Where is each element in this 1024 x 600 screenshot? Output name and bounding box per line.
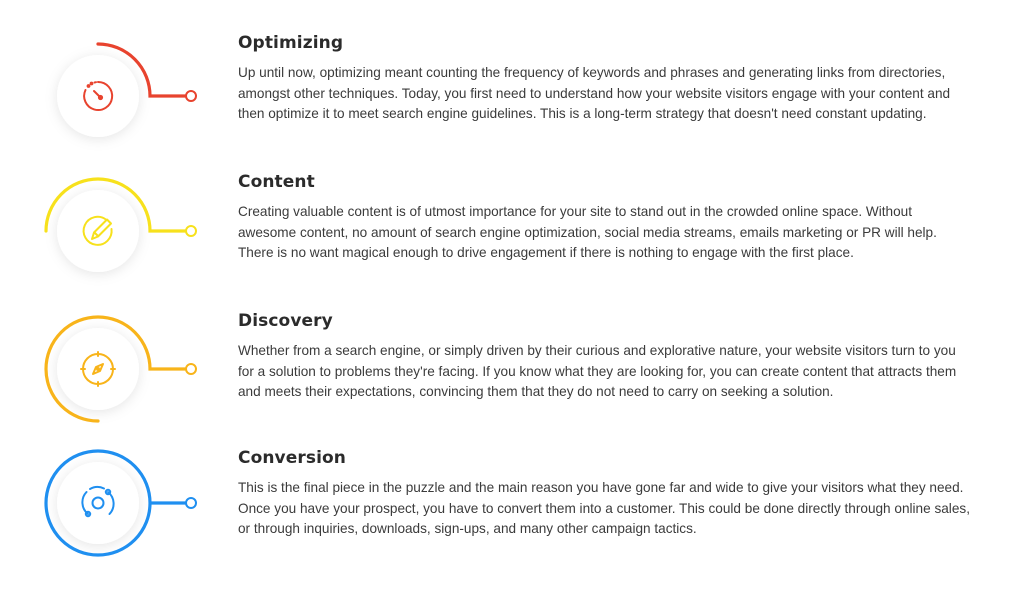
content-icon-disc [57,190,139,272]
section-title: Discovery [238,311,333,331]
conversion-icon-disc [57,462,139,544]
section-title: Conversion [238,448,346,468]
content-connector-dot [186,226,196,236]
conversion-connector-dot [186,498,196,508]
conversion-graphic [30,437,210,577]
discovery-graphic [30,303,210,443]
content-graphic [30,165,210,305]
section-title: Optimizing [238,33,344,53]
section-title: Content [238,172,315,192]
optimizing-graphic [30,30,210,170]
section-description: Whether from a search engine, or simply driven by their curious and explorative nature, your website visitors turn to you for a solution to problems they're facing. If you know what they are looking for, you can create content that attracts them and meets their expectations, convincing them that they do not need to carry on seeking a solution. [238,343,957,399]
section-description: This is the final piece in the puzzle and the main reason you have gone far and wide to give your visitors what they need. Once you have your prospect, you have to convert them into a customer. This could be done directly through online sales, or through inquiries, downloads, sign-ups, and many other campaign tactics. [238,480,970,536]
optimizing-connector-dot [186,91,196,101]
discovery-connector-dot [186,364,196,374]
section-description: Creating valuable content is of utmost importance for your site to stand out in the crowded online space. Without awesome content, no amount of search engine optimization, social media streams, emails marketing or PR will help. There is no want magical enough to drive engagement if there is nothing to engage with the first place. [238,204,937,260]
section-description: Up until now, optimizing meant counting the frequency of keywords and phrases and generating links from directories, amongst other techniques. Today, you first need to understand how your website visitors engage with your content and then optimize it to meet search engine guidelines. This is a long-term strategy that doesn't need constant updating. [238,65,951,121]
